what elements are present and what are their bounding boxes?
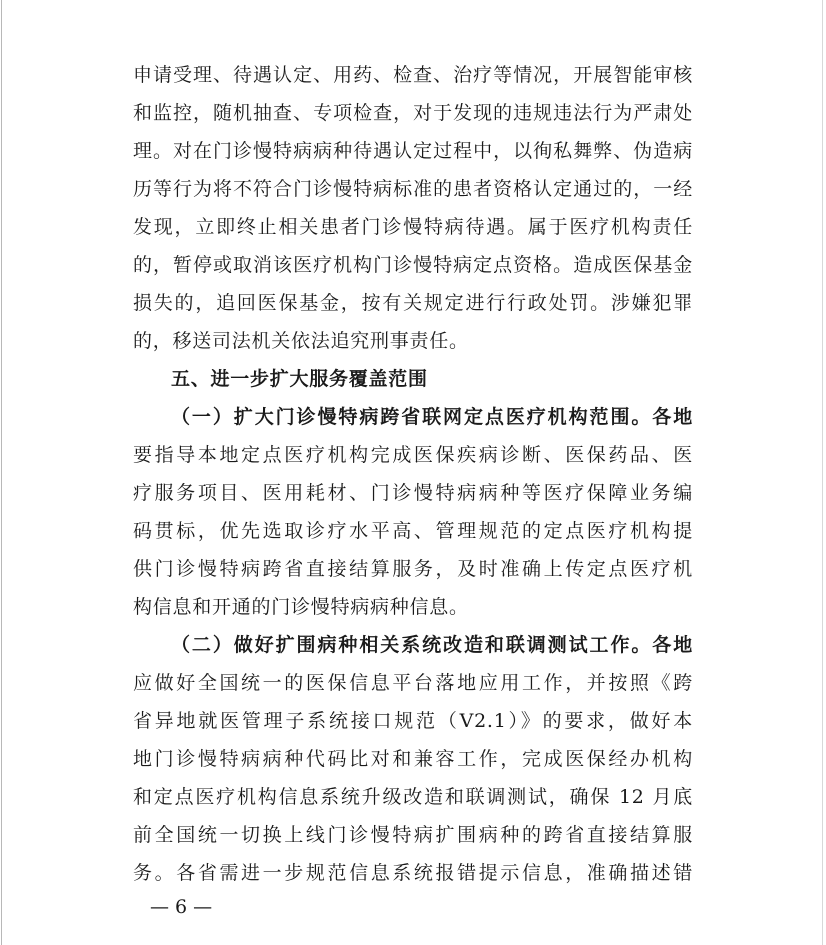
paragraph-line: 历等行为将不符合门诊慢特病标准的患者资格认定通过的，一经: [133, 178, 693, 200]
page-left-border: [1, 0, 2, 945]
paragraph-line: 疗服务项目、医用耗材、门诊慢特病病种等医疗保障业务编: [133, 482, 693, 504]
subsection-title-line: （一）扩大门诊慢特病跨省联网定点医疗机构范围。各地: [171, 406, 693, 428]
paragraph-line: 损失的，追回医保基金，按有关规定进行行政处罚。涉嫌犯罪: [133, 292, 693, 314]
paragraph-line: 码贯标，优先选取诊疗水平高、管理规范的定点医疗机构提: [133, 520, 693, 542]
paragraph-line: 前全国统一切换上线门诊慢特病扩围病种的跨省直接结算服: [133, 824, 693, 846]
paragraph-line: 发现，立即终止相关患者门诊慢特病待遇。属于医疗机构责任: [133, 216, 693, 238]
subsection-title-line: （二）做好扩围病种相关系统改造和联调测试工作。各地: [171, 634, 693, 656]
paragraph-line: 理。对在门诊慢特病病种待遇认定过程中，以徇私舞弊、伪造病: [133, 140, 693, 162]
paragraph-line: 要指导本地定点医疗机构完成医保疾病诊断、医保药品、医: [133, 444, 693, 466]
paragraph-line-last: 构信息和开通的门诊慢特病病种信息。: [133, 596, 469, 618]
paragraph-line: 务。各省需进一步规范信息系统报错提示信息，准确描述错: [133, 862, 693, 884]
paragraph-line: 的，暂停或取消该医疗机构门诊慢特病定点资格。造成医保基金: [133, 254, 693, 276]
paragraph-line: 应做好全国统一的医保信息平台落地应用工作，并按照《跨: [133, 672, 693, 694]
paragraph-line: 供门诊慢特病跨省直接结算服务，及时准确上传定点医疗机: [133, 558, 693, 580]
section-heading: 五、进一步扩大服务覆盖范围: [171, 368, 428, 390]
paragraph-line: 地门诊慢特病病种代码比对和兼容工作，完成医保经办机构: [133, 748, 693, 770]
paragraph-line: 和定点医疗机构信息系统升级改造和联调测试，确保 12 月底: [133, 786, 693, 808]
page-number: — 6 —: [150, 896, 213, 918]
paragraph-line: 省异地就医管理子系统接口规范（V2.1）》的要求，做好本: [133, 710, 693, 732]
paragraph-line-last: 的，移送司法机关依法追究刑事责任。: [133, 330, 469, 352]
paragraph-line: 申请受理、待遇认定、用药、检查、治疗等情况，开展智能审核: [133, 64, 693, 86]
paragraph-line: 和监控，随机抽查、专项检查，对于发现的违规违法行为严肃处: [133, 102, 693, 124]
page-right-border: [822, 0, 823, 945]
